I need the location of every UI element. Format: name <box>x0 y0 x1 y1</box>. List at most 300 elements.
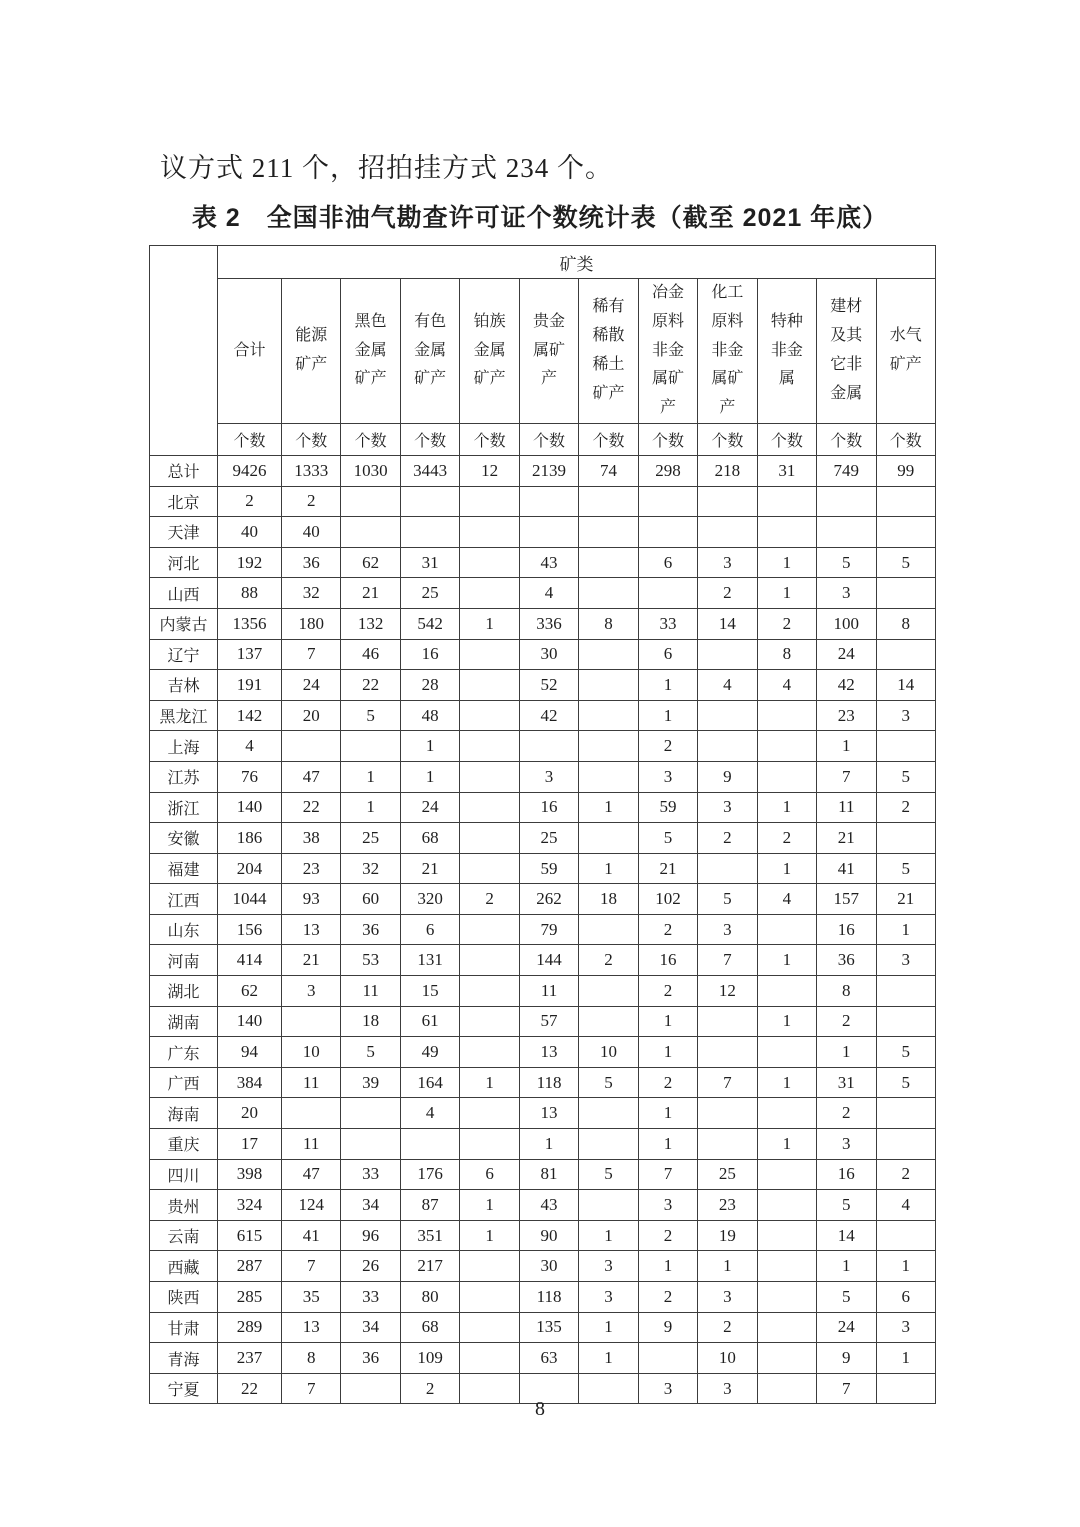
table-cell: 1 <box>757 1006 816 1037</box>
table-cell: 6 <box>876 1282 935 1313</box>
row-label: 宁夏 <box>150 1373 218 1404</box>
category-header-cell <box>579 279 638 424</box>
table-cell: 615 <box>218 1220 282 1251</box>
table-cell: 24 <box>400 792 459 823</box>
table-cell: 8 <box>817 976 876 1007</box>
table-row <box>150 670 936 701</box>
row-label: 湖北 <box>150 976 218 1007</box>
table-cell: 11 <box>519 976 578 1007</box>
table-cell: 74 <box>579 455 638 486</box>
table-cell: 14 <box>876 670 935 701</box>
table-cell: 10 <box>282 1037 341 1068</box>
table-cell: 1 <box>400 761 459 792</box>
table-cell: 57 <box>519 1006 578 1037</box>
table-cell: 12 <box>460 455 519 486</box>
table-row <box>150 455 936 486</box>
table-cell: 38 <box>282 823 341 854</box>
table-cell <box>876 1129 935 1160</box>
table-cell: 5 <box>579 1067 638 1098</box>
table-cell <box>282 731 341 762</box>
table-cell <box>757 1282 816 1313</box>
table-cell: 2 <box>698 578 757 609</box>
unit-header-row <box>150 423 936 455</box>
table-cell <box>757 1220 816 1251</box>
unit-header-cell: 个数 <box>579 423 638 455</box>
table-cell <box>817 486 876 517</box>
row-label: 广西 <box>150 1067 218 1098</box>
table-cell: 12 <box>698 976 757 1007</box>
table-cell: 7 <box>698 945 757 976</box>
row-label: 河南 <box>150 945 218 976</box>
table-title: 表 2 全国非油气勘查许可证个数统计表（截至 2021 年底） <box>191 204 889 232</box>
table-cell <box>579 670 638 701</box>
table-cell: 21 <box>817 823 876 854</box>
category-header-cell <box>282 279 341 424</box>
row-label: 青海 <box>150 1343 218 1374</box>
table-row <box>150 1159 936 1190</box>
table-cell: 49 <box>400 1037 459 1068</box>
table-cell: 33 <box>341 1282 400 1313</box>
table-cell: 144 <box>519 945 578 976</box>
table-cell: 21 <box>341 578 400 609</box>
table-cell: 3 <box>817 1129 876 1160</box>
category-label: 合计 <box>233 341 266 359</box>
table-cell: 25 <box>400 578 459 609</box>
table-cell: 9 <box>817 1343 876 1374</box>
table-cell <box>579 1129 638 1160</box>
table-cell: 2 <box>638 731 697 762</box>
category-header-cell <box>876 279 935 424</box>
table-cell: 7 <box>282 639 341 670</box>
table-cell: 18 <box>341 1006 400 1037</box>
row-label: 山西 <box>150 578 218 609</box>
category-label: 建材及其它非金属 <box>830 298 863 402</box>
table-body <box>150 455 936 1403</box>
table-cell: 87 <box>400 1190 459 1221</box>
table-cell: 90 <box>519 1220 578 1251</box>
table-cell: 5 <box>579 1159 638 1190</box>
table-cell: 5 <box>876 1037 935 1068</box>
table-cell: 62 <box>218 976 282 1007</box>
table-cell: 1 <box>579 853 638 884</box>
table-cell <box>460 976 519 1007</box>
table-row <box>150 578 936 609</box>
table-row <box>150 976 936 1007</box>
category-header-cell <box>218 279 282 424</box>
table-cell: 47 <box>282 761 341 792</box>
table-cell <box>341 1129 400 1160</box>
table-cell: 33 <box>341 1159 400 1190</box>
table-row <box>150 1190 936 1221</box>
table-cell <box>579 486 638 517</box>
table-cell: 131 <box>400 945 459 976</box>
table-cell: 30 <box>519 639 578 670</box>
row-label: 江西 <box>150 884 218 915</box>
table-cell: 47 <box>282 1159 341 1190</box>
table-cell: 5 <box>698 884 757 915</box>
table-cell: 4 <box>757 670 816 701</box>
table-cell: 7 <box>698 1067 757 1098</box>
table-cell <box>579 1006 638 1037</box>
table-cell <box>757 1251 816 1282</box>
table-cell <box>519 486 578 517</box>
table-cell <box>460 945 519 976</box>
row-label: 浙江 <box>150 792 218 823</box>
table-cell <box>876 1220 935 1251</box>
table-cell: 140 <box>218 1006 282 1037</box>
table-cell <box>757 761 816 792</box>
table-cell: 3 <box>638 1373 697 1404</box>
table-cell <box>460 517 519 548</box>
table-cell: 3 <box>638 1190 697 1221</box>
table-cell: 3 <box>579 1251 638 1282</box>
table-cell: 1030 <box>341 455 400 486</box>
table-cell: 17 <box>218 1129 282 1160</box>
table-cell: 34 <box>341 1190 400 1221</box>
table-cell: 3 <box>698 1282 757 1313</box>
table-cell: 414 <box>218 945 282 976</box>
table-cell: 35 <box>282 1282 341 1313</box>
table-cell: 6 <box>638 547 697 578</box>
table-cell <box>341 486 400 517</box>
table-cell: 5 <box>817 1282 876 1313</box>
table-cell <box>757 976 816 1007</box>
table-cell <box>400 1129 459 1160</box>
row-label: 甘肃 <box>150 1312 218 1343</box>
table-cell: 68 <box>400 1312 459 1343</box>
table-row <box>150 792 936 823</box>
table-cell: 32 <box>282 578 341 609</box>
table-cell: 8 <box>876 608 935 639</box>
corner-cell <box>150 246 218 456</box>
statistics-table <box>149 245 936 1404</box>
table-row <box>150 823 936 854</box>
table-cell <box>579 700 638 731</box>
table-cell: 14 <box>698 608 757 639</box>
table-cell: 94 <box>218 1037 282 1068</box>
row-label: 陕西 <box>150 1282 218 1313</box>
table-cell: 8 <box>579 608 638 639</box>
table-cell: 36 <box>282 547 341 578</box>
table-cell: 24 <box>817 639 876 670</box>
table-row <box>150 700 936 731</box>
table-cell: 186 <box>218 823 282 854</box>
category-header-row <box>150 279 936 424</box>
table-cell: 36 <box>341 914 400 945</box>
unit-header-cell: 个数 <box>460 423 519 455</box>
table-cell: 46 <box>341 639 400 670</box>
table-cell <box>876 1006 935 1037</box>
table-cell <box>638 1343 697 1374</box>
table-cell <box>698 1037 757 1068</box>
row-label: 重庆 <box>150 1129 218 1160</box>
table-cell: 1 <box>757 1067 816 1098</box>
row-label: 安徽 <box>150 823 218 854</box>
table-cell: 2 <box>400 1373 459 1404</box>
table-cell: 2 <box>757 823 816 854</box>
table-cell: 20 <box>282 700 341 731</box>
table-cell: 4 <box>876 1190 935 1221</box>
table-cell: 102 <box>638 884 697 915</box>
table-cell: 7 <box>282 1373 341 1404</box>
table-cell: 31 <box>400 547 459 578</box>
table-cell <box>460 792 519 823</box>
table-row <box>150 517 936 548</box>
table-cell <box>341 1098 400 1129</box>
table-cell: 63 <box>519 1343 578 1374</box>
table-row <box>150 1343 936 1374</box>
table-cell <box>460 547 519 578</box>
table-cell: 24 <box>282 670 341 701</box>
table-cell: 16 <box>519 792 578 823</box>
table-cell <box>876 1098 935 1129</box>
table-cell: 3 <box>698 792 757 823</box>
unit-header-cell: 个数 <box>519 423 578 455</box>
table-cell: 1 <box>460 1190 519 1221</box>
table-cell: 384 <box>218 1067 282 1098</box>
table-cell <box>757 700 816 731</box>
table-cell: 20 <box>218 1098 282 1129</box>
table-cell <box>876 823 935 854</box>
category-header-cell <box>638 279 697 424</box>
table-cell: 1 <box>579 1343 638 1374</box>
table-cell: 11 <box>817 792 876 823</box>
category-label: 贵金属矿产 <box>533 312 566 388</box>
table-header <box>150 246 936 456</box>
table-cell: 142 <box>218 700 282 731</box>
table-cell: 26 <box>341 1251 400 1282</box>
table-cell: 156 <box>218 914 282 945</box>
table-row <box>150 731 936 762</box>
table-cell: 3443 <box>400 455 459 486</box>
table-row <box>150 1251 936 1282</box>
table-cell: 7 <box>817 1373 876 1404</box>
table-cell: 1 <box>638 1098 697 1129</box>
table-cell: 16 <box>638 945 697 976</box>
table-cell: 1 <box>876 914 935 945</box>
row-label: 上海 <box>150 731 218 762</box>
table-cell: 2 <box>579 945 638 976</box>
table-cell: 118 <box>519 1067 578 1098</box>
table-cell <box>876 639 935 670</box>
table-cell: 2 <box>876 1159 935 1190</box>
table-cell: 192 <box>218 547 282 578</box>
table-cell: 132 <box>341 608 400 639</box>
table-row <box>150 761 936 792</box>
table-cell: 1 <box>817 1251 876 1282</box>
table-cell <box>460 1312 519 1343</box>
table-cell <box>579 914 638 945</box>
table-cell: 7 <box>282 1251 341 1282</box>
table-cell <box>757 1037 816 1068</box>
table-cell <box>876 976 935 1007</box>
table-cell <box>460 1129 519 1160</box>
table-cell: 11 <box>341 976 400 1007</box>
unit-header-cell: 个数 <box>282 423 341 455</box>
table-cell: 2 <box>218 486 282 517</box>
table-cell: 336 <box>519 608 578 639</box>
row-label: 内蒙古 <box>150 608 218 639</box>
table-cell <box>579 1190 638 1221</box>
row-label: 辽宁 <box>150 639 218 670</box>
table-cell: 13 <box>282 914 341 945</box>
table-row <box>150 1067 936 1098</box>
table-cell: 157 <box>817 884 876 915</box>
table-row <box>150 639 936 670</box>
table-cell: 1 <box>638 1006 697 1037</box>
unit-header-cell: 个数 <box>876 423 935 455</box>
table-cell: 36 <box>817 945 876 976</box>
table-cell <box>282 1098 341 1129</box>
table-cell <box>698 639 757 670</box>
table-cell: 19 <box>698 1220 757 1251</box>
category-label: 化工原料非金属矿产 <box>711 284 744 417</box>
table-cell: 204 <box>218 853 282 884</box>
table-cell: 16 <box>817 914 876 945</box>
table-cell: 28 <box>400 670 459 701</box>
category-header-cell <box>757 279 816 424</box>
table-cell: 6 <box>638 639 697 670</box>
table-row <box>150 1220 936 1251</box>
table-cell: 2 <box>638 914 697 945</box>
table-cell: 22 <box>218 1373 282 1404</box>
table-cell <box>876 731 935 762</box>
table-cell <box>579 547 638 578</box>
table-cell: 109 <box>400 1343 459 1374</box>
table-cell <box>460 1282 519 1313</box>
table-cell: 24 <box>817 1312 876 1343</box>
table-cell: 88 <box>218 578 282 609</box>
unit-header-cell: 个数 <box>698 423 757 455</box>
table-row <box>150 945 936 976</box>
table-cell: 23 <box>698 1190 757 1221</box>
category-header-cell <box>519 279 578 424</box>
table-cell: 41 <box>282 1220 341 1251</box>
table-cell: 21 <box>638 853 697 884</box>
table-cell: 4 <box>519 578 578 609</box>
table-cell: 93 <box>282 884 341 915</box>
table-cell: 60 <box>341 884 400 915</box>
table-cell <box>638 517 697 548</box>
intro-text: 议方式 211 个，招拍挂方式 234 个。 <box>160 153 613 183</box>
table-cell: 8 <box>757 639 816 670</box>
table-cell: 237 <box>218 1343 282 1374</box>
table-cell: 3 <box>876 945 935 976</box>
table-cell <box>341 517 400 548</box>
table-cell: 2 <box>638 1282 697 1313</box>
table-cell: 1 <box>638 700 697 731</box>
table-cell: 289 <box>218 1312 282 1343</box>
table-cell <box>757 1190 816 1221</box>
table-cell: 1 <box>400 731 459 762</box>
table-cell: 1 <box>460 1220 519 1251</box>
table-cell <box>638 486 697 517</box>
category-header-cell <box>817 279 876 424</box>
table-cell: 31 <box>817 1067 876 1098</box>
table-cell <box>460 670 519 701</box>
table-cell: 42 <box>519 700 578 731</box>
table-cell: 9 <box>698 761 757 792</box>
unit-header-cell: 个数 <box>218 423 282 455</box>
table-row <box>150 1129 936 1160</box>
table-cell <box>460 578 519 609</box>
table-cell <box>757 914 816 945</box>
table-cell: 3 <box>817 578 876 609</box>
table-cell: 11 <box>282 1129 341 1160</box>
table-cell: 68 <box>400 823 459 854</box>
table-cell: 164 <box>400 1067 459 1098</box>
table-cell <box>579 823 638 854</box>
table-cell: 3 <box>579 1282 638 1313</box>
row-label: 吉林 <box>150 670 218 701</box>
table-cell <box>460 1037 519 1068</box>
row-label: 山东 <box>150 914 218 945</box>
table-cell: 217 <box>400 1251 459 1282</box>
table-cell <box>698 1129 757 1160</box>
table-cell: 1 <box>876 1251 935 1282</box>
unit-header-cell: 个数 <box>400 423 459 455</box>
table-cell: 1 <box>638 1251 697 1282</box>
table-cell: 6 <box>460 1159 519 1190</box>
table-cell: 96 <box>341 1220 400 1251</box>
table-cell: 62 <box>341 547 400 578</box>
category-label: 铂族金属矿产 <box>473 312 506 388</box>
table-cell: 1 <box>460 608 519 639</box>
table-cell: 5 <box>638 823 697 854</box>
table-cell <box>519 517 578 548</box>
table-cell: 2 <box>698 1312 757 1343</box>
table-cell <box>460 823 519 854</box>
unit-header-cell: 个数 <box>817 423 876 455</box>
table-cell <box>817 517 876 548</box>
table-cell: 13 <box>519 1037 578 1068</box>
table-cell: 1 <box>757 547 816 578</box>
table-cell: 262 <box>519 884 578 915</box>
table-cell <box>460 1098 519 1129</box>
table-cell: 2 <box>638 976 697 1007</box>
table-cell <box>757 1098 816 1129</box>
table-cell: 3 <box>698 914 757 945</box>
table-cell: 5 <box>341 1037 400 1068</box>
table-cell <box>876 578 935 609</box>
table-cell <box>579 639 638 670</box>
table-cell <box>698 486 757 517</box>
table-cell: 124 <box>282 1190 341 1221</box>
table-cell: 2 <box>817 1006 876 1037</box>
table-cell: 2 <box>638 1067 697 1098</box>
table-cell: 4 <box>698 670 757 701</box>
table-cell: 4 <box>400 1098 459 1129</box>
table-cell: 43 <box>519 547 578 578</box>
table-cell: 30 <box>519 1251 578 1282</box>
row-label: 贵州 <box>150 1190 218 1221</box>
table-cell <box>579 761 638 792</box>
table-cell: 5 <box>876 853 935 884</box>
table-row <box>150 486 936 517</box>
table-cell: 16 <box>817 1159 876 1190</box>
table-cell <box>698 853 757 884</box>
table-cell: 749 <box>817 455 876 486</box>
table-cell: 1333 <box>282 455 341 486</box>
table-cell <box>460 1343 519 1374</box>
table-cell: 23 <box>282 853 341 884</box>
table-cell <box>757 731 816 762</box>
table-cell: 1 <box>638 670 697 701</box>
table-cell <box>400 486 459 517</box>
table-cell: 1 <box>341 792 400 823</box>
table-cell: 3 <box>519 761 578 792</box>
table-cell: 61 <box>400 1006 459 1037</box>
